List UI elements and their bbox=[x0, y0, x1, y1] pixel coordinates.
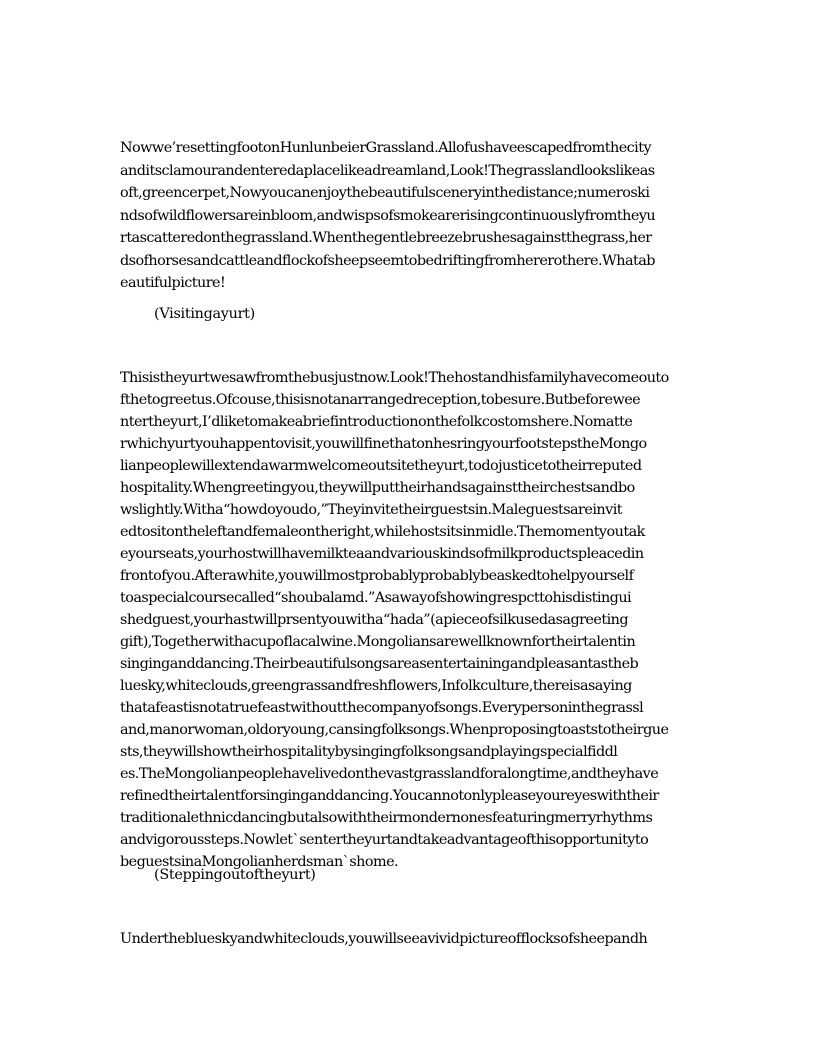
paragraph-2-line: andvigoroussteps.Nowlet`sentertheyurtandtakeadvantageofthisopportunityto bbox=[120, 832, 649, 848]
paragraph-2-line: refinedtheirtalentforsinginganddancing.Youcannotonlypleaseyoureyeswiththeir bbox=[120, 788, 659, 804]
paragraph-1-line: oft,greencerpet,Nowyoucanenjoythebeautifulsceneryinthedistance;numeroski bbox=[120, 185, 650, 201]
paragraph-2-line: edtositontheleftandfemaleontheright,whilehostsitsinmidle.Themomentyoutak bbox=[120, 524, 645, 540]
paragraph-2-line: beguestsinaMongolianherdsman`shome. bbox=[120, 854, 399, 870]
paragraph-2-line: es.TheMongolianpeoplehavelivedonthevastgrasslandforalongtime,andtheyhave bbox=[120, 766, 659, 782]
paragraph-2-line: hospitality.Whengreetingyou,theywillputtheirhandsagainsttheirchestsandbo bbox=[120, 480, 635, 496]
paragraph-2-line: luesky,whiteclouds,greengrassandfreshflowers,Infolkculture,thereisasaying bbox=[120, 678, 632, 694]
paragraph-2-line: frontofyou.Afterawhite,youwillmostprobablyprobablybeaskedtohelpyourself bbox=[120, 568, 634, 584]
paragraph-2-line: ntertheyurt,I’dliketomakeabriefintroductiononthefolkcostomshere.Nomatte bbox=[120, 414, 633, 430]
paragraph-1-line: ndsofwildflowersareinbloom,andwispsofsmokearerisingcontinuouslyfromtheyu bbox=[120, 208, 656, 224]
paragraph-2-line: thatafeastisnotatruefeastwithoutthecompanyofsongs.Everypersoninthegrassl bbox=[120, 700, 644, 716]
paragraph-1-line: Nowwe’resettingfootonHunlunbeierGrassland.Allofushaveescapedfromthecity bbox=[120, 140, 652, 156]
paragraph-2-line: Thisistheyurtwesawfromthebusjustnow.Look!Thehostandhisfamilyhavecomeouto bbox=[120, 370, 669, 386]
paragraph-1-line: rtascatteredonthegrassland.Whenthegentlebreezebrushesagainstthegrass,her bbox=[120, 230, 652, 246]
paragraph-2-line: gift),Togetherwithacupoflacalwine.Mongoliansarewellknownfortheirtalentin bbox=[120, 634, 636, 650]
paragraph-2-line: shedguest,yourhastwillprsentyouwitha“hada”(apieceofsilkusedasagreeting bbox=[120, 612, 629, 628]
section-note-stepping-out: (Steppingoutoftheyurt) bbox=[154, 867, 316, 883]
section-note-visiting: (Visitingayurt) bbox=[154, 306, 255, 322]
paragraph-2-line: sts,theywillshowtheirhospitalitybysingingfolksongsandplayingspecialfiddl bbox=[120, 744, 618, 760]
paragraph-2-line: lianpeoplewillextendawarmwelcomeoutsitetheyurt,todojusticetotheirreputed bbox=[120, 458, 642, 474]
paragraph-2-line: and,manorwoman,oldoryoung,cansingfolksongs.Whenproposingtoaststotheirgue bbox=[120, 722, 669, 738]
paragraph-2-line: eyourseats,yourhostwillhavemilkteaandvariouskindsofmilkproductspleacedin bbox=[120, 546, 644, 562]
paragraph-2-line: wslightly.Witha“howdoyoudo,”Theyinvitetheirguestsin.Maleguestsareinvit bbox=[120, 502, 622, 518]
paragraph-2-line: fthetogreetus.Ofcouse,thisisnotanarrangedreception,tobesure.Butbeforewee bbox=[120, 392, 641, 408]
paragraph-1-line: anditsclamourandenteredaplacelikeadreamland,Look!Thegrasslandlookslikeas bbox=[120, 163, 655, 179]
paragraph-2-line: traditionalethnicdancingbutalsowiththeirmondernonesfeaturingmerryrhythms bbox=[120, 810, 653, 826]
paragraph-1-line: dsofhorsesandcattleandflockofsheepseemtobedriftingfromhererothere.Whatab bbox=[120, 253, 655, 269]
paragraph-2-line: singinganddancing.Theirbeautifulsongsareasentertainingandpleasantastheb bbox=[120, 656, 639, 672]
paragraph-3-line: Undertheblueskyandwhiteclouds,youwillseeavividpictureofflocksofsheepandh bbox=[120, 931, 648, 947]
paragraph-2-line: rwhichyurtyouhappentovisit,youwillfinethatonhesringyourfootstepstheMongo bbox=[120, 436, 647, 452]
paragraph-2-line: toaspecialcoursecalled“shoubalamd.”Asawayofshowingrespcttohisdistingui bbox=[120, 590, 632, 606]
paragraph-1-line: eautifulpicture! bbox=[120, 275, 226, 291]
